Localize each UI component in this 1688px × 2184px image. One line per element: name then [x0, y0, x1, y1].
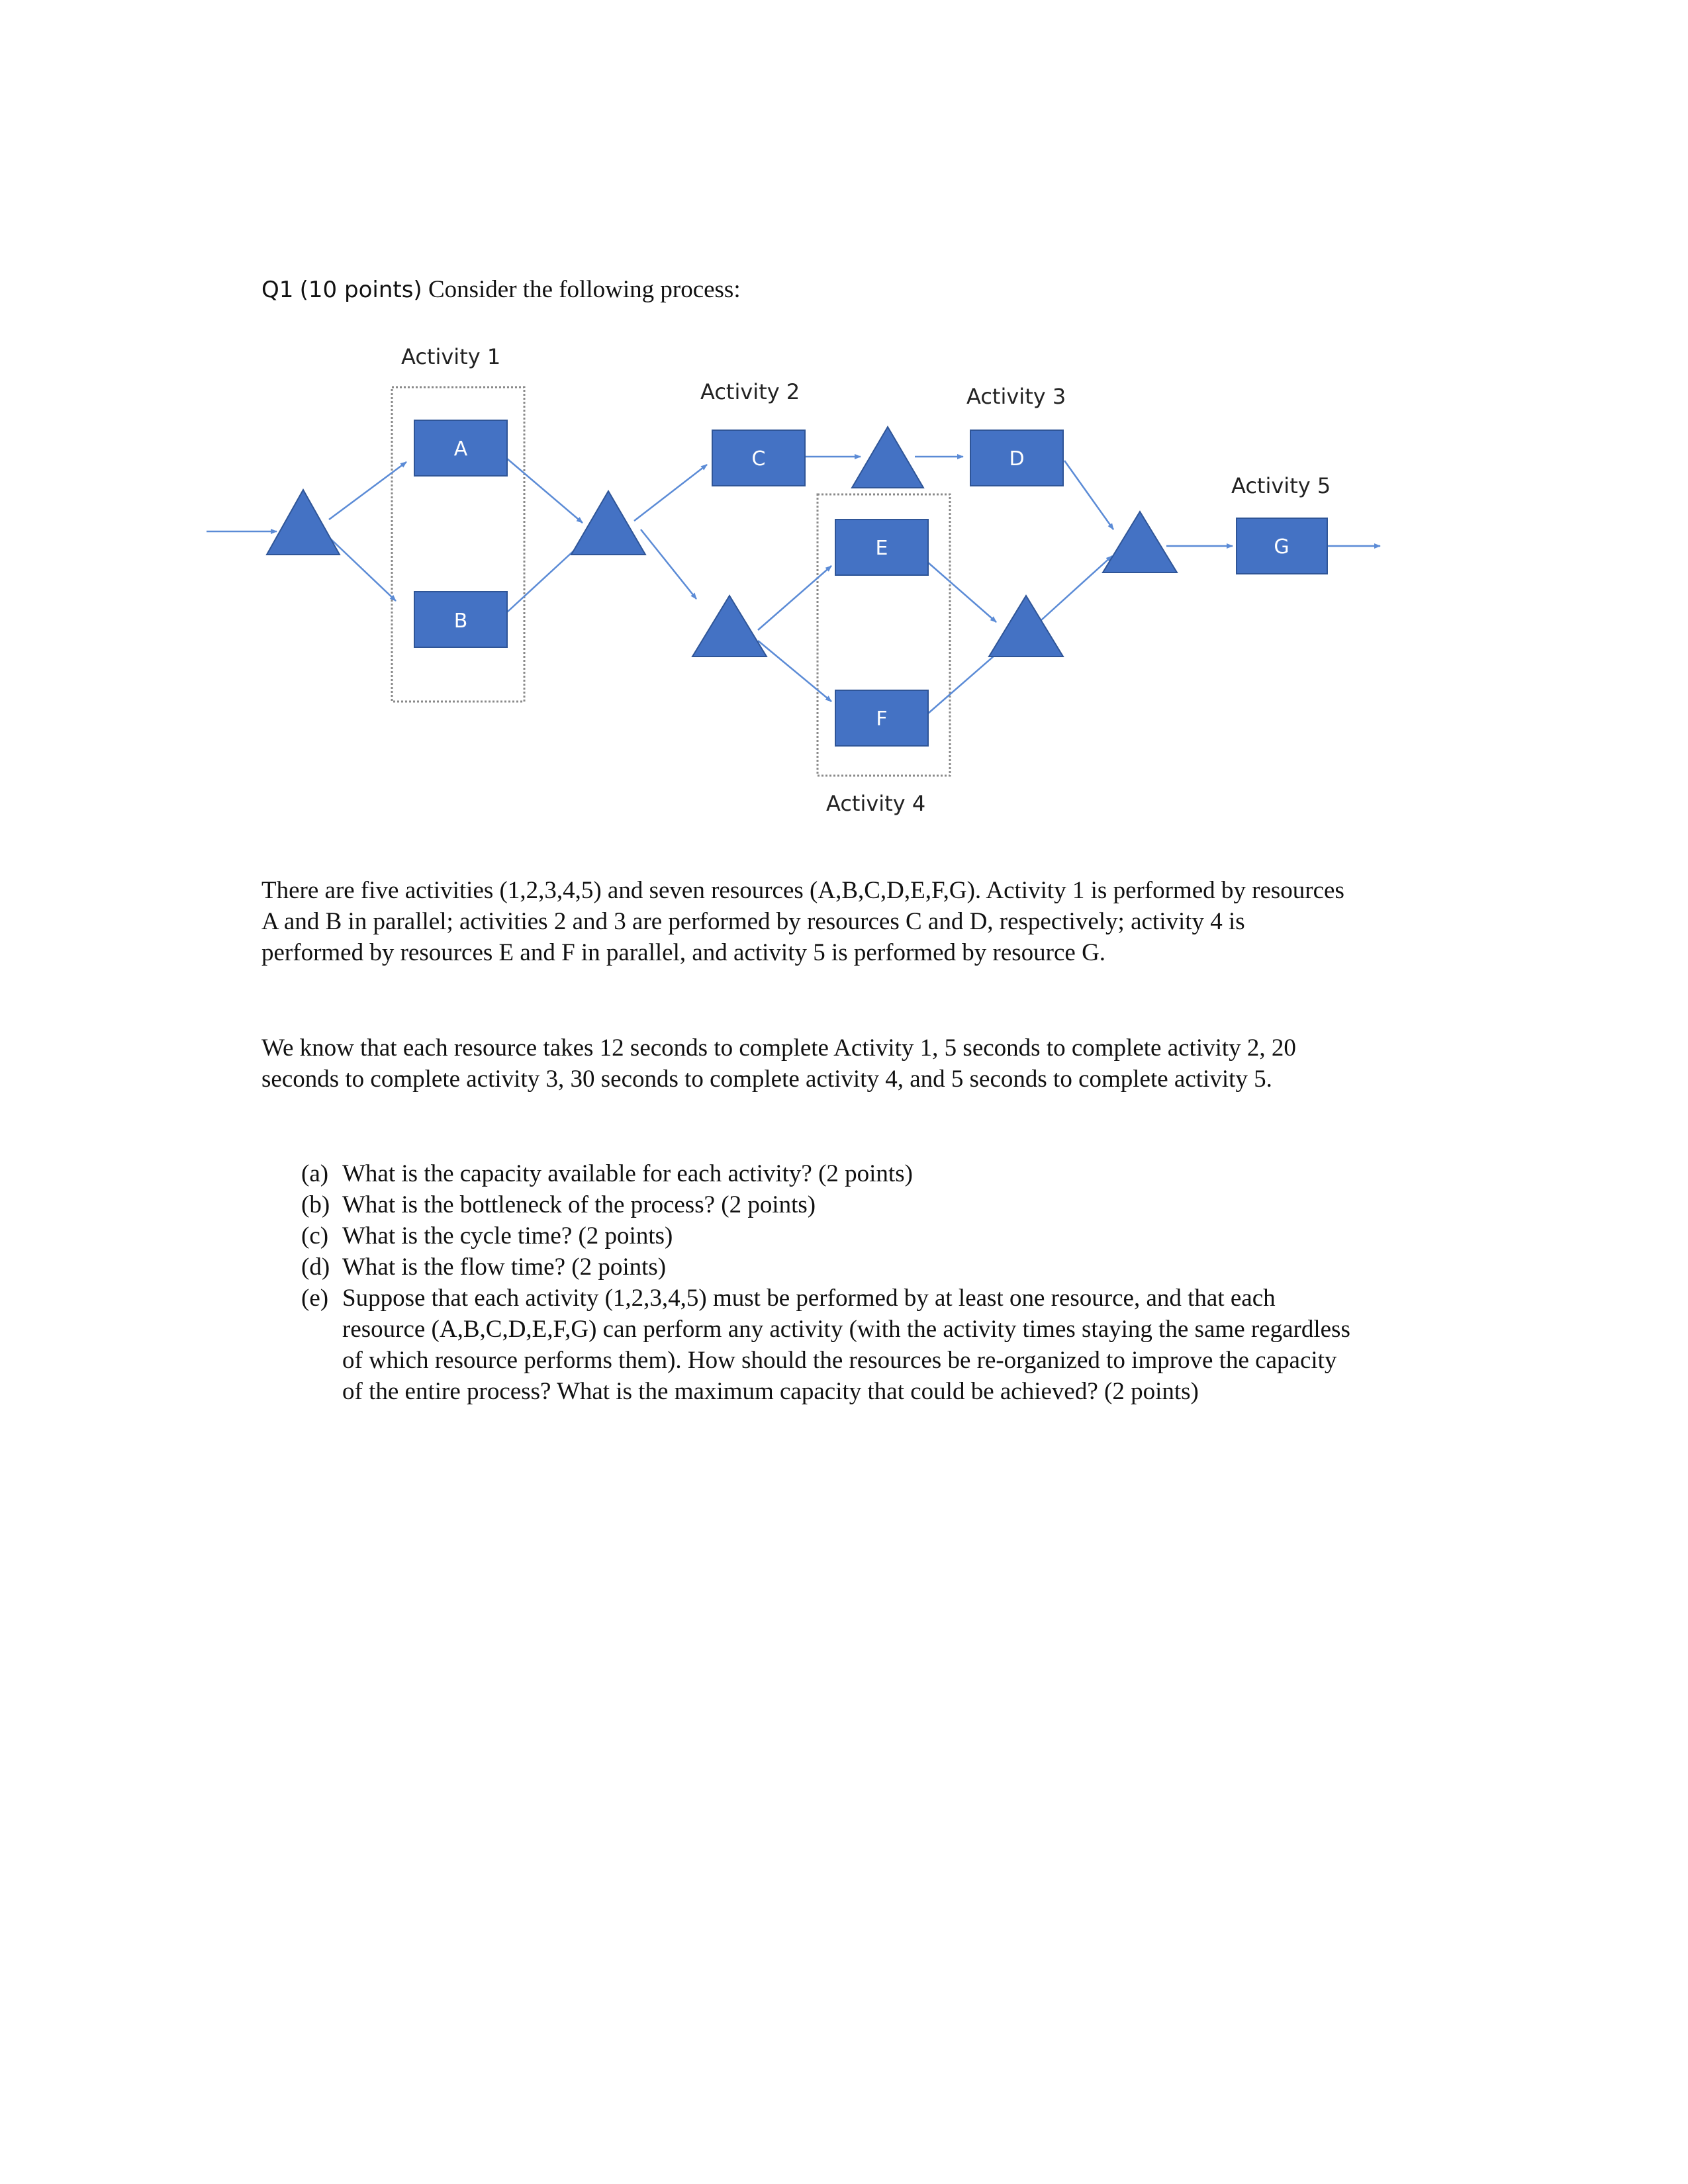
sub-question-marker: (e) — [301, 1285, 329, 1312]
sub-question-marker: (a) — [301, 1160, 329, 1187]
question-prompt: Consider the following process: — [428, 276, 741, 303]
buffer-4-triangle — [692, 596, 767, 657]
arrow-buffer-2-to-buffer-4 — [641, 529, 696, 599]
activity-4-label: Activity 4 — [826, 791, 926, 816]
sub-question-b — [301, 1189, 1360, 1220]
arrow-buffer-1-to-A — [329, 462, 406, 520]
resource-B-label: B — [453, 610, 468, 633]
sub-question-c — [301, 1220, 1360, 1251]
buffer-1-triangle — [267, 490, 340, 555]
buffer-3-triangle — [852, 427, 923, 488]
sub-question-marker: (b) — [301, 1191, 330, 1218]
arrow-E-to-buffer-5 — [928, 563, 996, 622]
sub-question-marker: (d) — [301, 1253, 330, 1281]
sub-question-marker: (c) — [301, 1222, 329, 1250]
timing-paragraph: We know that each resource takes 12 seconds to complete Activity 1, 5 seconds to complete activity 2, 20 seconds to complete activity 3, 30 seconds to complete activity 4, and 5 seconds to complete activity 5. — [261, 1034, 1296, 1093]
arrow-buffer-4-to-F — [758, 641, 831, 702]
activity-1-label: Activity 1 — [401, 344, 501, 369]
sub-questions-list — [301, 1158, 1360, 1407]
resource-C-label: C — [751, 447, 766, 471]
resource-E-label: E — [875, 537, 888, 560]
arrow-B-to-buffer-2 — [507, 543, 583, 612]
activity-5-label: Activity 5 — [1231, 473, 1331, 498]
sub-question-a — [301, 1158, 1360, 1189]
sub-question-text: What is the cycle time? (2 points) — [342, 1222, 673, 1250]
buffer-6-triangle — [1103, 512, 1177, 572]
sub-question-text: Suppose that each activity (1,2,3,4,5) must be performed by at least one resource, and that each resource (A,B,C,D,E,F,G) can perform any activity (with the activity times staying the same regardless of which resource performs them). How should the resources be re-organized to improve the capacity of the entire process? What is the maximum capacity that could be achieved? (2 points) — [342, 1285, 1350, 1405]
resource-F-label: F — [876, 707, 888, 731]
description-paragraph: There are five activities (1,2,3,4,5) and seven resources (A,B,C,D,E,F,G). Activity 1 is performed by resources A and B in parallel; activities 2 and 3 are performed by resources C and D, respectively; activity 4 is performed by resources E and F in parallel, and activity 5 is performed by resource G. — [261, 877, 1344, 966]
process-diagram — [0, 0, 1688, 860]
sub-question-text: What is the flow time? (2 points) — [342, 1253, 667, 1281]
sub-question-text: What is the capacity available for each activity? (2 points) — [342, 1160, 913, 1187]
arrow-buffer-4-to-E — [758, 566, 831, 630]
arrow-A-to-buffer-2 — [507, 459, 583, 523]
resource-A-label: A — [453, 437, 468, 461]
resource-G-label: G — [1274, 535, 1289, 559]
resource-D-label: D — [1009, 447, 1025, 471]
question-points: (10 points) — [299, 277, 422, 303]
activity-2-label: Activity 2 — [700, 379, 800, 404]
sub-question-e — [301, 1283, 1360, 1407]
activity-3-label: Activity 3 — [966, 384, 1066, 409]
flow-arrows — [207, 457, 1380, 713]
sub-question-text: What is the bottleneck of the process? (2 points) — [342, 1191, 816, 1218]
sub-question-d — [301, 1251, 1360, 1283]
buffer-5-triangle — [989, 596, 1063, 657]
question-number: Q1 — [261, 277, 294, 303]
arrow-buffer-5-to-buffer-6 — [1035, 556, 1112, 626]
arrow-buffer-1-to-B — [329, 537, 396, 601]
arrow-buffer-2-to-C — [634, 465, 707, 521]
arrow-D-to-buffer-6 — [1064, 461, 1113, 529]
